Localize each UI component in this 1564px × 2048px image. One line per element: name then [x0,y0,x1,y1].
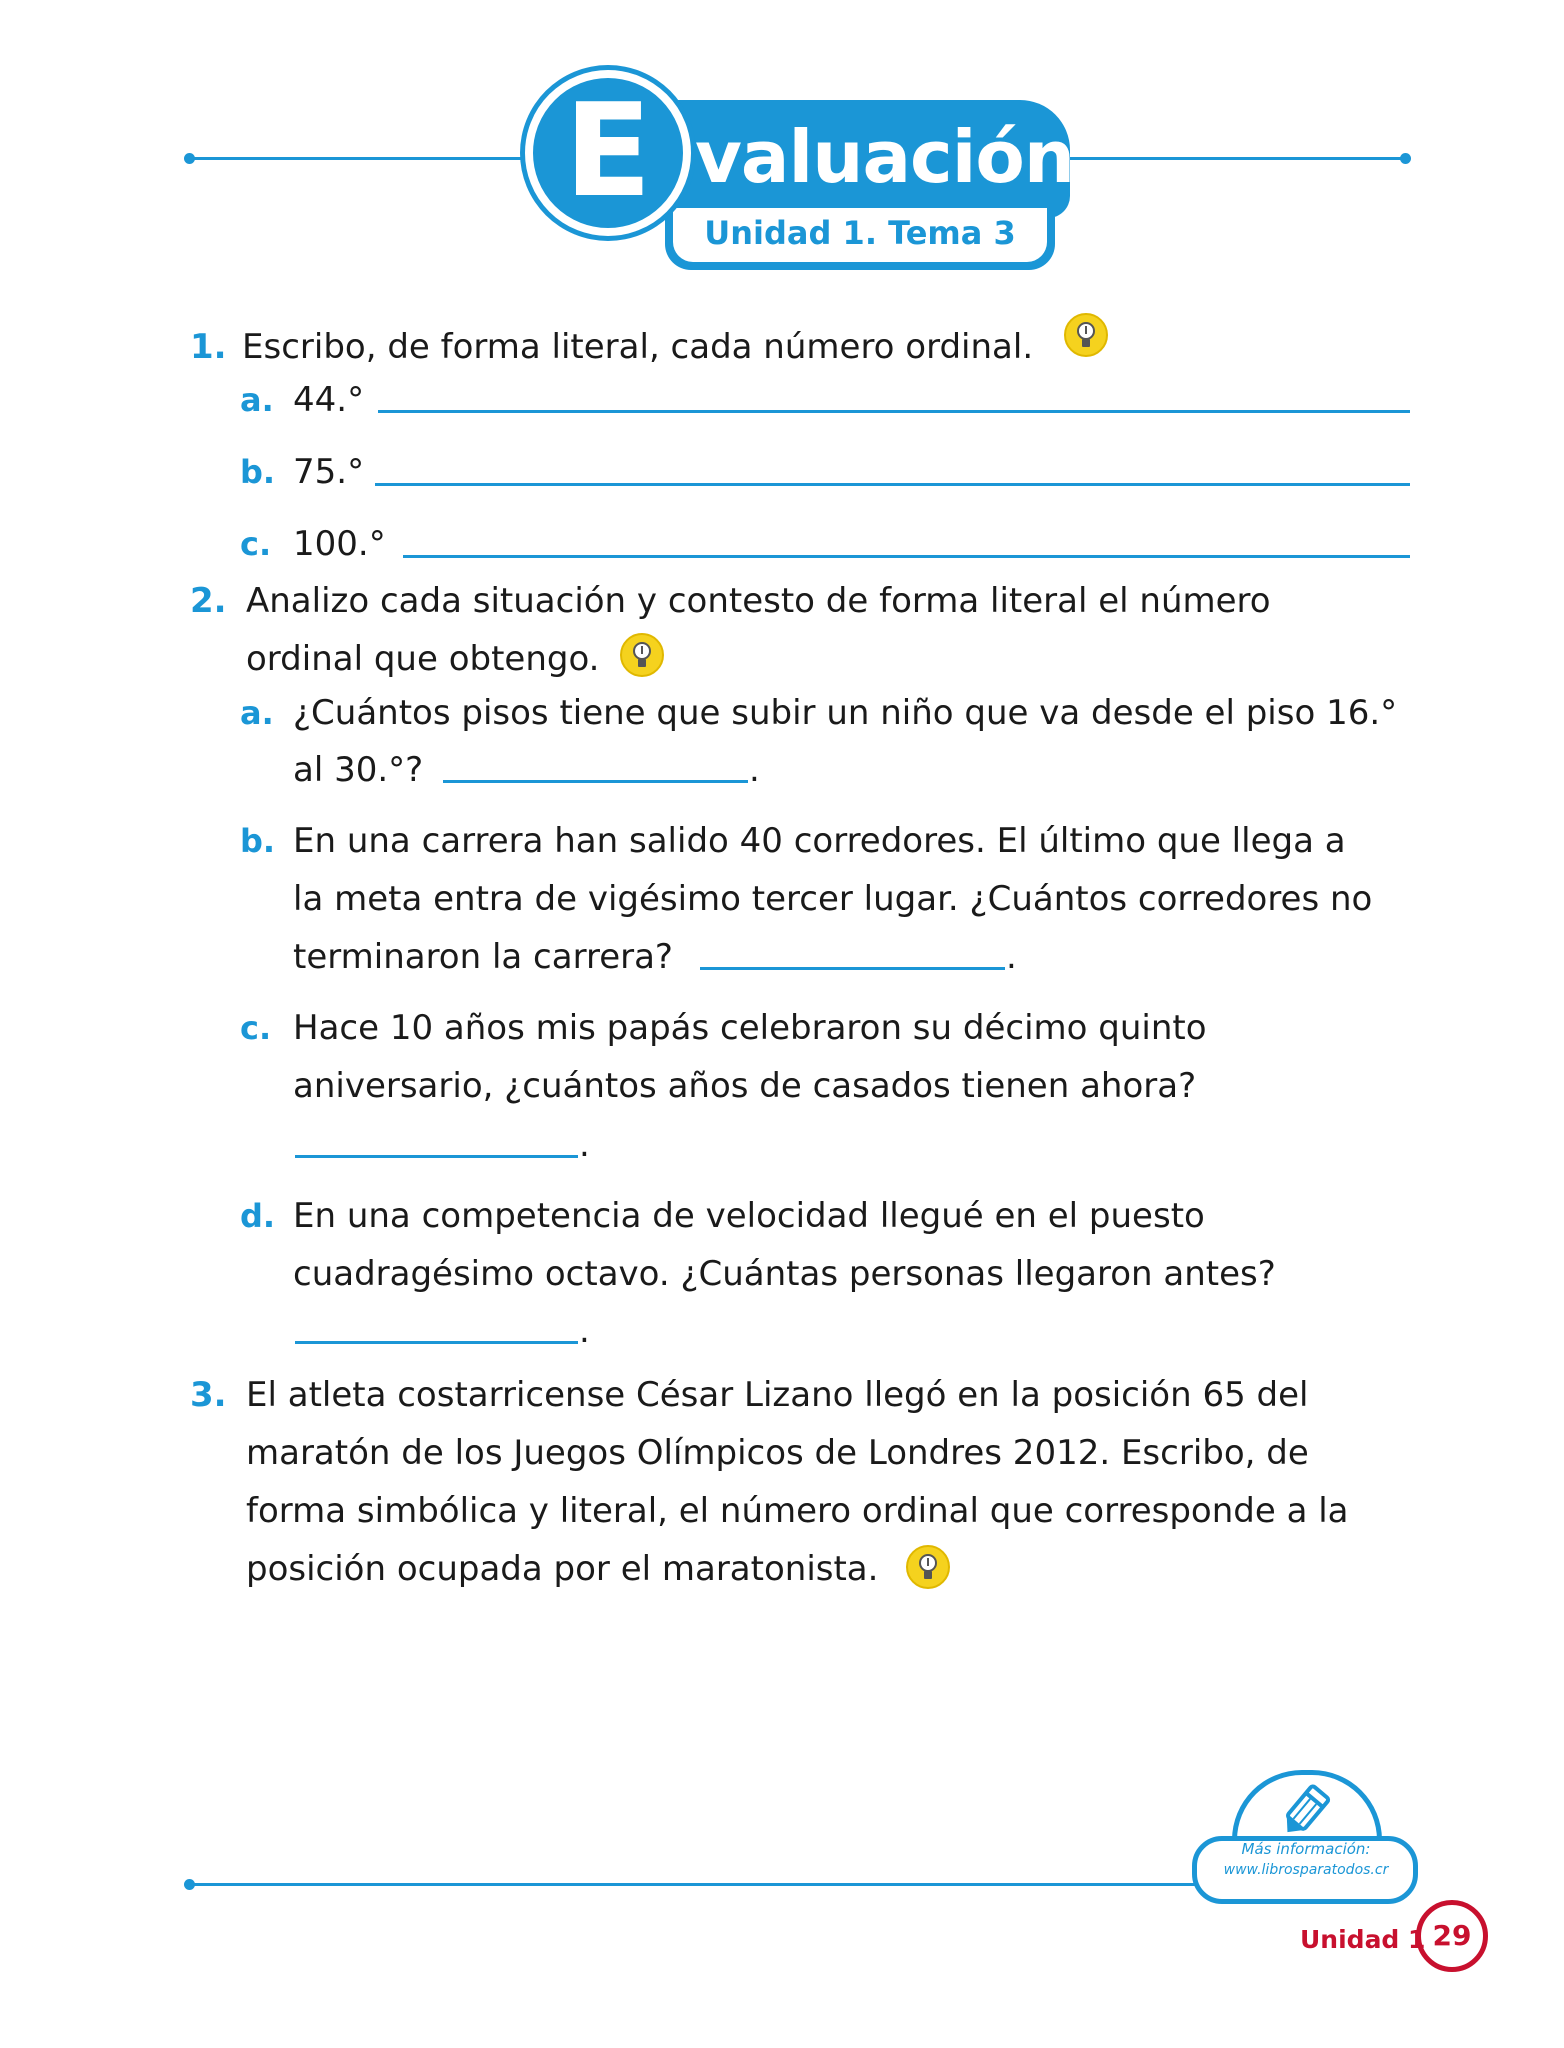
pencil-icon [1272,1782,1342,1842]
question-number: 3. [190,1375,227,1415]
website-link[interactable]: www.librosparatodos.cr [1223,1862,1389,1878]
question-number: 2. [190,581,227,621]
header-rule-dot-right [1400,153,1411,164]
header-rule-right [1070,157,1405,160]
answer-line[interactable] [700,967,1005,970]
answer-line[interactable] [375,483,1410,486]
item-text-line: ¿Cuántos pisos tiene que subir un niño que va desde el piso 16.° [293,693,1398,733]
item-text: 75.° [293,452,365,492]
question-number: 1. [190,327,227,367]
item-text-line: Hace 10 años mis papás celebraron su décimo quinto [293,1008,1207,1048]
page-number: 29 [1416,1900,1488,1972]
answer-period: . [749,750,760,790]
lightbulb-icon [619,632,665,678]
item-letter: a. [240,694,274,732]
question-text-line: forma simbólica y literal, el número ordinal que corresponde a la [246,1491,1349,1531]
item-text-line: En una competencia de velocidad llegué en el puesto [293,1196,1205,1236]
item-text: 44.° [293,380,365,420]
question-text-line: posición ocupada por el maratonista. [246,1549,879,1589]
more-info-label: Más información: [1241,1840,1371,1858]
item-text-line: aniversario, ¿cuántos años de casados tienen ahora? [293,1066,1197,1106]
item-letter: c. [240,1009,272,1047]
question-text-line: El atleta costarricense César Lizano llegó en la posición 65 del [246,1375,1309,1415]
unit-label: Unidad 1 [1300,1925,1426,1954]
item-letter: b. [240,822,276,860]
item-text-line: terminaron la carrera? [293,937,673,977]
header-rule-left [190,157,530,160]
item-text-line: En una carrera han salido 40 corredores. El último que llega a [293,821,1346,861]
item-text-line: al 30.°? [293,750,424,790]
answer-line[interactable] [378,410,1410,413]
answer-line[interactable] [295,1155,578,1158]
answer-period: . [579,1311,590,1351]
question-prompt-line: ordinal que obtengo. [246,639,600,679]
item-text-line: cuadragésimo octavo. ¿Cuántas personas llegaron antes? [293,1254,1276,1294]
answer-period: . [579,1125,590,1165]
item-text: 100.° [293,524,386,564]
item-letter: d. [240,1197,276,1235]
title-pill [640,100,1075,218]
question-prompt: Escribo, de forma literal, cada número ordinal. [242,327,1034,367]
subtitle-text: Unidad 1. Tema 3 [673,208,1047,262]
title-letter: E [564,77,652,226]
title-e-circle [525,70,691,236]
title-text: valuación [695,115,1075,199]
subtitle-pill [665,208,1055,270]
lightbulb-icon [1063,312,1109,358]
footer-rule [190,1883,1200,1886]
answer-line[interactable] [443,780,748,783]
question-text-line: maratón de los Juegos Olímpicos de Londres 2012. Escribo, de [246,1433,1309,1473]
answer-line[interactable] [295,1341,578,1344]
lightbulb-icon [905,1544,951,1590]
item-letter: a. [240,381,274,419]
item-letter: b. [240,453,276,491]
question-prompt-line: Analizo cada situación y contesto de forma literal el número [246,581,1271,621]
answer-line[interactable] [403,555,1410,558]
answer-period: . [1006,937,1017,977]
item-text-line: la meta entra de vigésimo tercer lugar. ¿Cuántos corredores no [293,879,1373,919]
item-letter: c. [240,525,272,563]
